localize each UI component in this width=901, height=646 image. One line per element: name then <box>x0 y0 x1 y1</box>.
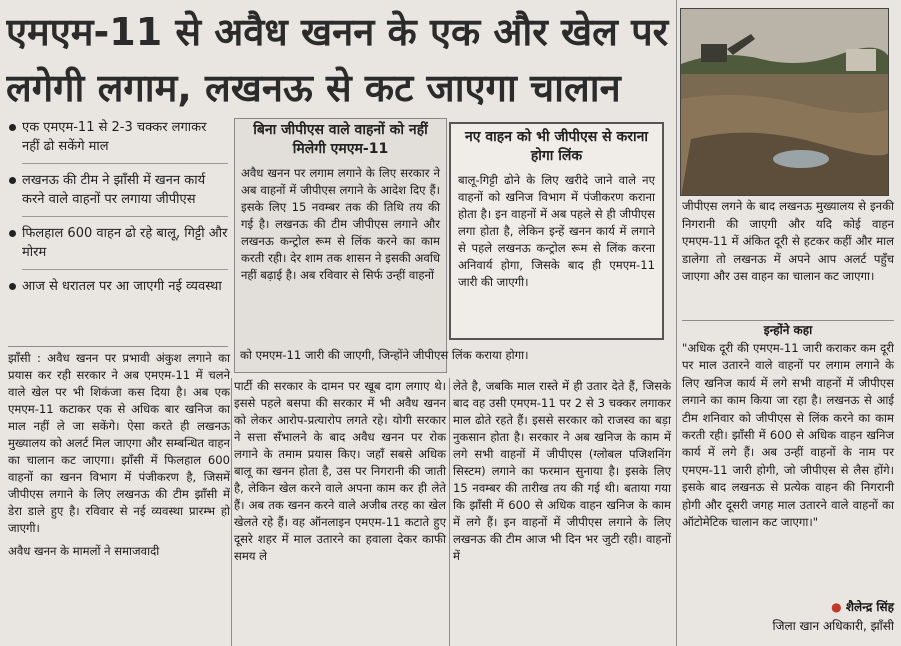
column-divider <box>449 378 450 646</box>
quote-byline <box>682 598 894 636</box>
headline-line-2: लगेगी लगाम, लखनऊ से कट जाएगा चालान <box>6 66 621 110</box>
box-text: बालू-गिट्टी ढोने के लिए खरीदे जाने वाले नए वाहनों को खनिज विभाग में पंजीकरण कराना होता है। इन वाहनों में अब पहले से ही जीपीएस लगा होता है, लेकिन इन्हें खनन कार्य में लगाने से पहले लखनऊ कन्ट्रोल रूम से लिंक करना अनिवार्य होगा, जिसके बाद ही एमएम-11 जारी की जाएगी। <box>458 173 655 289</box>
box-text: अवैध खनन पर लगाम लगाने के लिए सरकार ने अब वाहनों में जीपीएस लगाने के आदेश दिए हैं। इसके लिए 15 नवम्बर तक की तिथि तय की गई है। लखनऊ की टीम जीपीएस लगाने और लखनऊ कन्ट्रोल रूम से लिंक करने का काम करती रही। देर शाम तक शासन ने इसकी अवधि नहीं बढ़ाई है। अब रविवार से सिर्फ उन्हीं वाहनों <box>241 166 440 282</box>
sidebar-box-gps-required <box>234 118 447 373</box>
article-paragraph: अवैध खनन के मामलों ने समाजवादी <box>8 544 160 558</box>
article-paragraph: झाँसी : अवैध खनन पर प्रभावी अंकुश लगाने का प्रयास कर रही सरकार ने अब एमएम-11 में चलने वाले खेल पर भी शिकंजा कस दिया है। अब एक एमएम-11 कटाकर एक से अधिक बार खनिज का माल नहीं ले जा सकेंगे। ऐसा करते ही लखनऊ मुख्यालय को अलर्ट मिल जाएगा और सम्बन्धित वाहन का चालान कट जाएगा। झाँसी में फिलहाल 600 वाहनों का खनन विभाग में पंजीकरण है, जिसमें जीपीएस लगाने के लिए लखनऊ की टीम झाँसी में डेरा डाले हुए है। रविवार से नई व्यवस्था प्रारम्भ हो जाएगी। <box>8 351 230 535</box>
box-title: बिना जीपीएस वाले वाहनों को नहीं मिलेगी एमएम-11 <box>253 122 428 157</box>
headline-line-1: एमएम-11 से अवैध खनन के एक और खेल पर <box>6 10 669 54</box>
highlight-item: लखनऊ की टीम ने झाँसी में खनन कार्य करने वाले वाहनों पर लगाया जीपीएस <box>8 171 228 209</box>
quote-author <box>682 598 894 617</box>
column-divider <box>676 0 677 646</box>
highlights-list <box>8 118 228 303</box>
highlight-item: एक एमएम-11 से 2-3 चक्कर लगाकर नहीं ढो सकेंगे माल <box>8 118 228 156</box>
divider <box>8 346 228 347</box>
divider <box>22 269 228 270</box>
bullet-marker-icon: ● <box>831 600 842 614</box>
article-column-2 <box>234 378 446 565</box>
box-text-continued: को एमएम-11 जारी की जाएगी, जिन्होंने जीपीएस लिंक कराया होगा। <box>240 348 529 362</box>
photo-caption: जीपीएस लगने के बाद लखनऊ मुख्यालय से इनकी निगरानी की जाएगी और यदि कोई वाहन एमएम-11 में अंकित दूरी से हटकर कहीं और माल डालेगा तो लखनऊ में अपने आप अलर्ट पहुँच जाएगा और उस वाहन का चालान कट जाएगा। <box>682 199 894 283</box>
divider <box>682 320 894 321</box>
quote-heading: इन्होंने कहा <box>763 323 813 337</box>
article-paragraph: लेते है, जबकि माल रास्ते में ही उतार देते हैं, जिसके बाद वह उसी एमएम-11 पर 2 से 3 चक्कर लगाकर माल ढोते रहते हैं। इससे सरकार को राजस्व का बड़ा नुकसान होता है। सरकार ने अब खनिज के काम में लगे सभी वाहनों में जीपीएस (ग्लोबल पजिशनिंग सिस्टम) लगाने का फरमान सुनाया है। इसके लिए 15 नवम्बर की तारीख तय की गई थी। बताया गया कि झाँसी में 600 से अधिक वाहन खनिज के काम में लगे हैं। इन वाहनों में जीपीएस लगाने के लिए लखनऊ की टीम आज भी दिन भर जुटी रही। वाहनों में <box>453 379 671 563</box>
mining-site-image <box>681 9 889 196</box>
sidebar-box-new-vehicles <box>449 122 664 340</box>
column-divider <box>231 378 232 646</box>
mining-site-photo <box>680 8 889 196</box>
divider <box>22 163 228 164</box>
author-name: शैलेन्द्र सिंह <box>845 600 894 614</box>
article-paragraph: पार्टी की सरकार के दामन पर खूब दाग लगाए थे। इससे पहले बसपा की सरकार में भी अवैध खनन को लेकर आरोप-प्रत्यारोप लगते रहे। योगी सरकार ने सत्ता सँभालने के बाद अवैध खनन पर रोक लगाने के तमाम प्रयास किए। जहाँ सबसे अधिक बालू का खनन होता है, उस पर निगरानी की जाती है, लेकिन खेल करने वाले अपना काम कर ही लेते हैं। अब तक खनन करने वाले अजीब तरह का खेल खेलते रहे हैं। वह ऑनलाइन एमएम-11 कटाते हुए दूसरे शहर में माल उतारने का हवाला देकर काफी समय ले <box>234 379 446 563</box>
article-column-1 <box>8 350 230 560</box>
highlight-item: फिलहाल 600 वाहन ढो रहे बालू, गिट्टी और मोरम <box>8 224 228 262</box>
official-quote: "अधिक दूरी की एमएम-11 जारी कराकर कम दूरी पर माल उतारने वाले वाहनों पर लगाम लगाने के लिए खनिज कार्य में लगे सभी वाहनों में जीपीएस लगाने का काम किया जा रहा है। लखनऊ से आई टीम शनिवार को जीपीएस से लिंक करने का काम करती रही। झाँसी में 600 से अधिक वाहन खनिज कार्य में लगे हैं। अब उन्हीं वाहनों के नाम पर एमएम-11 जारी होगी, जो जीपीएस से लैस होंगे। इसके बाद लखनऊ से प्रत्येक वाहन की निगरानी होगी और दूसरी जगह माल उतारने वाले वाहनों का ऑटोमेटिक चालान कट जाएगा।" <box>682 341 894 530</box>
highlight-item: आज से धरातल पर आ जाएगी नई व्यवस्था <box>8 277 228 296</box>
box-title: नए वाहन को भी जीपीएस से कराना होगा लिंक <box>465 129 648 164</box>
headline <box>6 4 670 116</box>
divider <box>22 216 228 217</box>
author-designation: जिला खान अधिकारी, झाँसी <box>772 619 894 633</box>
article-column-3 <box>453 378 671 565</box>
